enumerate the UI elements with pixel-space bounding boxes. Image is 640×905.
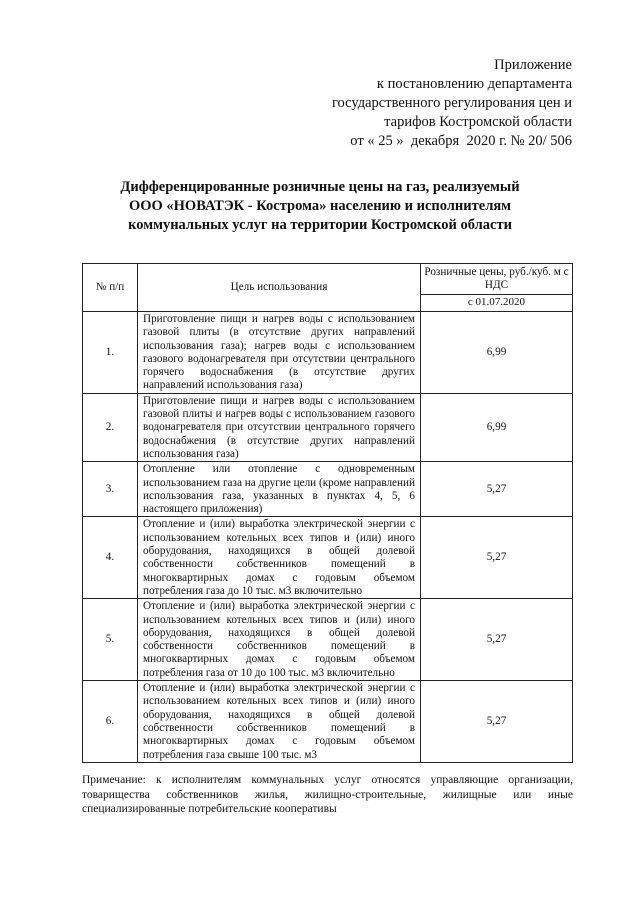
table-row	[83, 393, 573, 461]
row-number: 3.	[83, 462, 138, 517]
column-header-number: № п/п	[83, 264, 138, 312]
row-price: 5,27	[421, 599, 573, 681]
appendix-ref-line: к постановлению департамента	[376, 76, 572, 92]
row-number: 2.	[83, 393, 138, 461]
row-purpose: Отопление и (или) выработка электрической энергии с использованием котельных всех типов и (или) иного оборудования, находящихся в общей долевой собственности собственников помещений в многоквартирных домах с годовым объемом потребления газа от 10 до 100 тыс. м3 включительно	[138, 599, 421, 681]
gas-prices-table	[82, 263, 573, 763]
appendix-date-number: от « 25 » декабря 2020 г. № 20/ 506	[350, 133, 572, 149]
row-price: 5,27	[421, 517, 573, 599]
row-price: 5,27	[421, 462, 573, 517]
row-number: 5.	[83, 599, 138, 681]
row-price: 6,99	[421, 393, 573, 461]
column-header-date: с 01.07.2020	[421, 295, 573, 312]
title-line: коммунальных услуг на территории Костромской области	[128, 217, 512, 233]
footnote: Примечание: к исполнителям коммунальных услуг относятся управляющие организации, товарищества собственников жилья, жилищно-строительные, жилищные или иные специализированные потребительские кооперативы	[82, 774, 573, 815]
row-purpose: Приготовление пищи и нагрев воды с использованием газовой плиты (в отсутствие других направлений использования газа); нагрев воды с использованием газового водонагревателя при отсутствии центрального горячего водоснабжения (в отсутствие других направлений использования газа)	[138, 312, 421, 394]
row-number: 6.	[83, 681, 138, 763]
table-row	[83, 517, 573, 599]
row-purpose: Приготовление пищи и нагрев воды с использованием газовой плиты и нагрев воды с использованием газового водонагревателя при отсутствии центрального горячего водоснабжения (в отсутствие других направлений использования газа)	[138, 393, 421, 461]
column-header-purpose: Цель использования	[138, 264, 421, 312]
row-purpose: Отопление и (или) выработка электрической энергии с использованием котельных всех типов и (или) иного оборудования, находящихся в общей долевой собственности собственников помещений в многоквартирных домах с годовым объемом потребления газа до 10 тыс. м3 включительно	[138, 517, 421, 599]
title-line: ООО «НОВАТЭК - Кострома» населению и исполнителям	[128, 198, 512, 214]
row-number: 4.	[83, 517, 138, 599]
appendix-label: Приложение	[494, 57, 572, 73]
row-purpose: Отопление и (или) выработка электрической энергии с использованием котельных всех типов и (или) иного оборудования, находящихся в общей долевой собственности собственников помещений в многоквартирных домах с годовым объемом потребления газа свыше 100 тыс. м3	[138, 681, 421, 763]
appendix-header	[332, 56, 572, 151]
row-price: 5,27	[421, 681, 573, 763]
appendix-ref-line: тарифов Костромской области	[384, 114, 572, 130]
row-price: 6,99	[421, 312, 573, 394]
table-header-row	[83, 264, 573, 295]
row-purpose: Отопление или отопление с одновременным использованием газа на другие цели (кроме направлений использования газа, указанных в пунктах 4, 5, 6 настоящего приложения)	[138, 462, 421, 517]
table-row	[83, 599, 573, 681]
appendix-ref-line: государственного регулирования цен и	[331, 95, 572, 111]
document-title	[60, 178, 580, 235]
column-header-price: Розничные цены, руб./куб. м с НДС	[421, 264, 573, 295]
row-number: 1.	[83, 312, 138, 394]
table-row	[83, 681, 573, 763]
table-row	[83, 462, 573, 517]
title-line: Дифференцированные розничные цены на газ, реализуемый	[120, 179, 520, 195]
table-row	[83, 312, 573, 394]
